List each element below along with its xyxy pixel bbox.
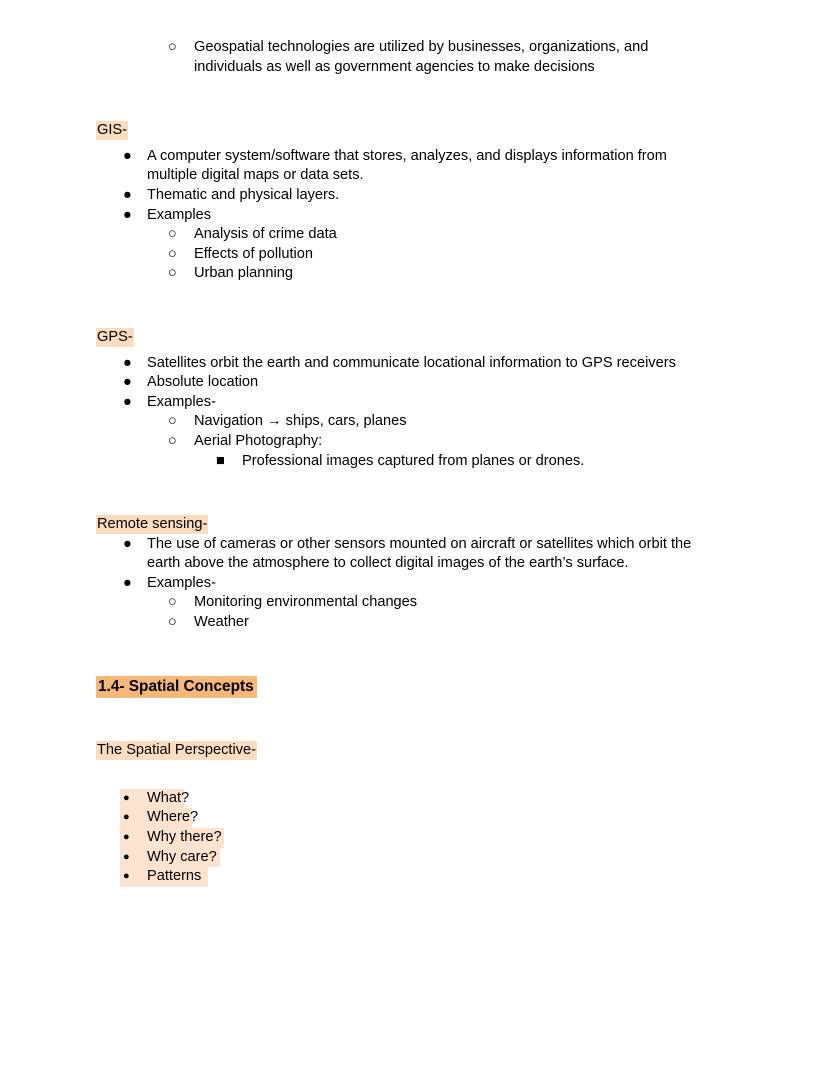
circle-hollow-bullet-icon: ○ <box>168 39 177 55</box>
list-item <box>96 848 708 868</box>
list-item <box>96 535 708 574</box>
list-item <box>96 828 708 848</box>
list-item <box>96 225 708 245</box>
circle-hollow-bullet-icon: ○ <box>168 413 177 430</box>
disc-bullet-icon: ● <box>123 791 130 804</box>
spatial-question-2: Why there? <box>147 829 222 846</box>
circle-hollow-bullet-icon: ○ <box>168 265 177 282</box>
spacer-after-gis-2 <box>96 306 708 328</box>
list-item <box>96 452 708 472</box>
spacer-before-questions <box>96 761 708 783</box>
chapter-heading-label: 1.4- Spatial Concepts <box>96 676 257 698</box>
section-heading-gps <box>96 328 708 348</box>
remote-item-3-line-1: Weather <box>194 614 249 631</box>
gis-item-1-line-1: Thematic and physical layers. <box>147 186 340 203</box>
section-heading-spatial-perspective-label: The Spatial Perspective- <box>97 742 256 759</box>
section-heading-remote-sensing-label: Remote sensing- <box>97 516 208 533</box>
disc-bullet-icon: ● <box>123 535 132 552</box>
disc-bullet-icon: ● <box>123 850 130 863</box>
disc-bullet-icon: ● <box>123 811 130 824</box>
gps-item-4-line-1: Aerial Photography: <box>194 432 323 449</box>
disc-bullet-icon: ● <box>123 147 132 164</box>
spatial-question-0: What? <box>147 789 190 806</box>
spatial-question-3: Why care? <box>147 848 217 865</box>
list-item <box>96 412 708 432</box>
list-item <box>96 393 708 413</box>
gis-item-2-line-1: Examples <box>147 206 212 223</box>
circle-hollow-bullet-icon: ○ <box>168 614 177 631</box>
gps-item-0-line-1: Satellites orbit the earth and communicate locational information to GPS receivers <box>147 354 676 371</box>
section-heading-spatial-perspective <box>96 741 708 761</box>
gis-item-3-line-1: Analysis of crime data <box>194 226 337 243</box>
list-item <box>96 808 708 828</box>
section-heading-gis <box>96 121 708 141</box>
square-bullet-icon: ■ <box>216 452 225 469</box>
intro-line-2: individuals as well as government agencies to make decisions <box>194 58 595 75</box>
disc-bullet-icon: ● <box>123 206 132 223</box>
list-item <box>96 354 708 374</box>
gps-item-1-line-1: Absolute location <box>147 374 259 391</box>
list-item <box>96 206 708 226</box>
document-body <box>96 0 708 887</box>
spatial-question-1: Where? <box>147 809 199 826</box>
disc-bullet-icon: ● <box>123 374 132 391</box>
spacer-after-intro-2 <box>96 99 708 121</box>
list-item <box>96 373 708 393</box>
spacer-after-gis <box>96 284 708 306</box>
spacer-before-chapter <box>96 633 708 671</box>
list-item <box>96 147 708 186</box>
disc-bullet-icon: ● <box>123 186 132 203</box>
spacer-after-gps-2 <box>96 493 708 515</box>
section-heading-gis-label: GIS- <box>97 122 127 139</box>
disc-bullet-icon: ● <box>123 354 132 371</box>
gis-item-0-line-1: A computer system/software that stores, analyzes, and displays information from <box>147 147 667 164</box>
chapter-heading <box>96 677 708 698</box>
section-heading-gps-label: GPS- <box>97 328 133 345</box>
gis-item-5-line-1: Urban planning <box>194 265 293 282</box>
circle-hollow-bullet-icon: ○ <box>168 245 177 262</box>
circle-hollow-bullet-icon: ○ <box>168 432 177 449</box>
spatial-question-4: Patterns <box>147 868 202 885</box>
list-item <box>96 867 708 887</box>
disc-bullet-icon: ● <box>123 870 130 883</box>
intro-line-1: Geospatial technologies are utilized by businesses, organizations, and <box>194 39 649 55</box>
list-item <box>96 613 708 633</box>
remote-item-0-line-2: earth above the atmosphere to collect digital images of the earth’s surface. <box>147 555 629 572</box>
section-heading-remote-sensing <box>96 515 708 535</box>
list-item <box>96 245 708 265</box>
gis-item-4-line-1: Effects of pollution <box>194 245 313 262</box>
list-item <box>96 264 708 284</box>
disc-bullet-icon: ● <box>123 393 132 410</box>
remote-item-2-line-1: Monitoring environmental changes <box>194 594 418 611</box>
spacer-after-gps <box>96 471 708 493</box>
circle-hollow-bullet-icon: ○ <box>168 594 177 611</box>
gps-item-5-line-1: Professional images captured from planes or drones. <box>242 452 585 469</box>
list-item <box>96 574 708 594</box>
gps-item-2-line-1: Examples- <box>147 393 216 410</box>
list-item <box>96 789 708 809</box>
gps-item-3-line-1: Navigation → ships, cars, planes <box>194 413 407 430</box>
top-spacer <box>96 0 708 38</box>
disc-bullet-icon: ● <box>123 831 130 844</box>
list-item <box>96 593 708 613</box>
intro-bullet-item <box>96 38 708 77</box>
remote-item-0-line-1: The use of cameras or other sensors mounted on aircraft or satellites which orbit the <box>147 535 692 552</box>
list-item <box>96 186 708 206</box>
spacer-after-intro <box>96 77 708 99</box>
circle-hollow-bullet-icon: ○ <box>168 226 177 243</box>
disc-bullet-icon: ● <box>123 574 132 591</box>
gis-item-0-line-2: multiple digital maps or data sets. <box>147 167 364 184</box>
spacer-after-chapter <box>96 697 708 735</box>
list-item <box>96 432 708 452</box>
remote-item-1-line-1: Examples- <box>147 574 216 591</box>
